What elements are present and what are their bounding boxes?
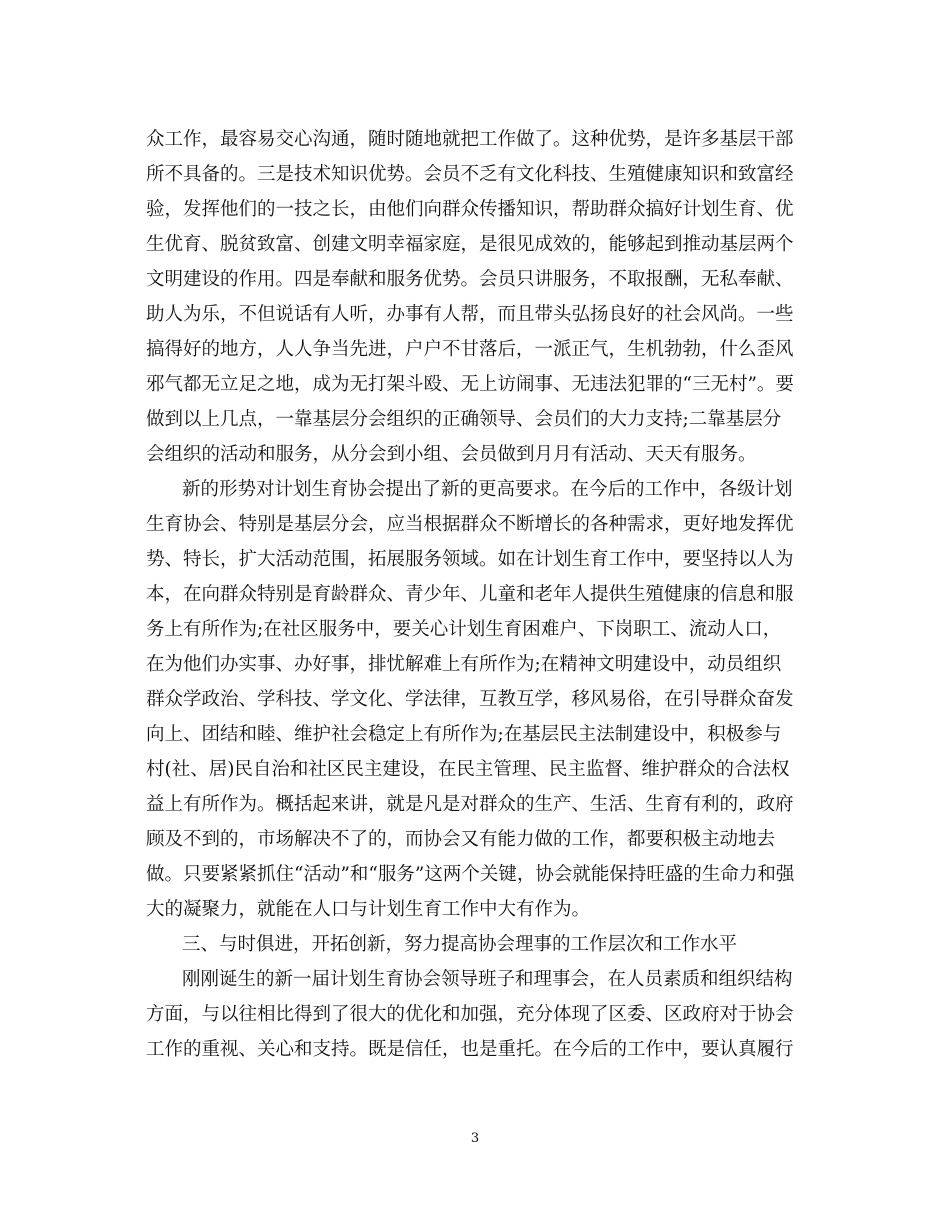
text-line: 会组织的活动和服务，从分会到小组、会员做到月月有活动、天天有服务。	[146, 444, 757, 465]
text-line: 村(社、居)民自治和社区民主建设，在民主管理、民主监督、维护群众的合法权	[146, 759, 790, 780]
text-line: 本，在向群众特别是育龄群众、青少年、儿童和老年人提供生殖健康的信息和服	[146, 584, 794, 605]
text-line: 邪气都无立足之地，成为无打架斗殴、无上访闹事、无违法犯罪的“三无村”。要	[146, 374, 794, 395]
text-line: 益上有所作为。概括起来讲，就是凡是对群众的生产、生活、生育有利的，政府	[146, 794, 794, 815]
text-line: 工作的重视、关心和支持。既是信任，也是重托。在今后的工作中，要认真履行	[146, 1039, 794, 1060]
text-line: 做。只要紧紧抓住“活动”和“服务”这两个关键，协会就能保持旺盛的生命力和强	[146, 864, 795, 885]
text-line: 验，发挥他们的一技之长，由他们向群众传播知识，帮助群众搞好计划生育、优	[146, 199, 794, 220]
text-line: 助人为乐，不但说话有人听，办事有人帮，而且带头弘扬良好的社会风尚。一些	[146, 304, 794, 325]
text-line: 顾及不到的，市场解决不了的，而协会又有能力做的工作，都要积极主动地去	[146, 829, 776, 850]
text-line: 众工作，最容易交心沟通，随时随地就把工作做了。这种优势，是许多基层干部	[146, 129, 794, 150]
text-line: 大的凝聚力，就能在人口与计划生育工作中大有作为。	[146, 899, 591, 920]
text-line: 新的形势对计划生育协会提出了新的更高要求。在今后的工作中，各级计划	[182, 479, 793, 500]
text-line: 在为他们办实事、办好事，排忧解难上有所作为;在精神文明建设中，动员组织	[146, 654, 782, 675]
body-text	[146, 122, 806, 1067]
text-line: 生优育、脱贫致富、创建文明幸福家庭，是很见成效的，能够起到推动基层两个	[146, 234, 794, 255]
text-line: 群众学政治、学科技、学文化、学法律，互教互学，移风易俗，在引导群众奋发	[146, 689, 794, 710]
text-line: 刚刚诞生的新一届计划生育协会领导班子和理事会，在人员素质和组织结构	[182, 969, 793, 990]
text-line: 三、与时俱进，开拓创新，努力提高协会理事的工作层次和工作水平	[182, 934, 738, 955]
text-line: 文明建设的作用。四是奉献和服务优势。会员只讲服务，不取报酬，无私奉献、	[146, 269, 794, 290]
text-line: 搞得好的地方，人人争当先进，户户不甘落后，一派正气，生机勃勃，什么歪风	[146, 339, 794, 360]
text-line: 所不具备的。三是技术知识优势。会员不乏有文化科技、生殖健康知识和致富经	[146, 164, 794, 185]
text-line: 方面，与以往相比得到了很大的优化和加强，充分体现了区委、区政府对于协会	[146, 1004, 794, 1025]
text-line: 务上有所作为;在社区服务中，要关心计划生育困难户、下岗职工、流动人口，	[146, 619, 782, 640]
text-line: 做到以上几点，一靠基层分会组织的正确领导、会员们的大力支持;二靠基层分	[146, 409, 782, 430]
page-number: 3	[470, 1131, 480, 1146]
text-line: 生育协会、特别是基层分会，应当根据群众不断增长的各种需求，更好地发挥优	[146, 514, 794, 535]
text-line: 势、特长，扩大活动范围，拓展服务领域。如在计划生育工作中，要坚持以人为	[146, 549, 794, 570]
text-line: 向上、团结和睦、维护社会稳定上有所作为;在基层民主法制建设中，积极参与	[146, 724, 782, 745]
